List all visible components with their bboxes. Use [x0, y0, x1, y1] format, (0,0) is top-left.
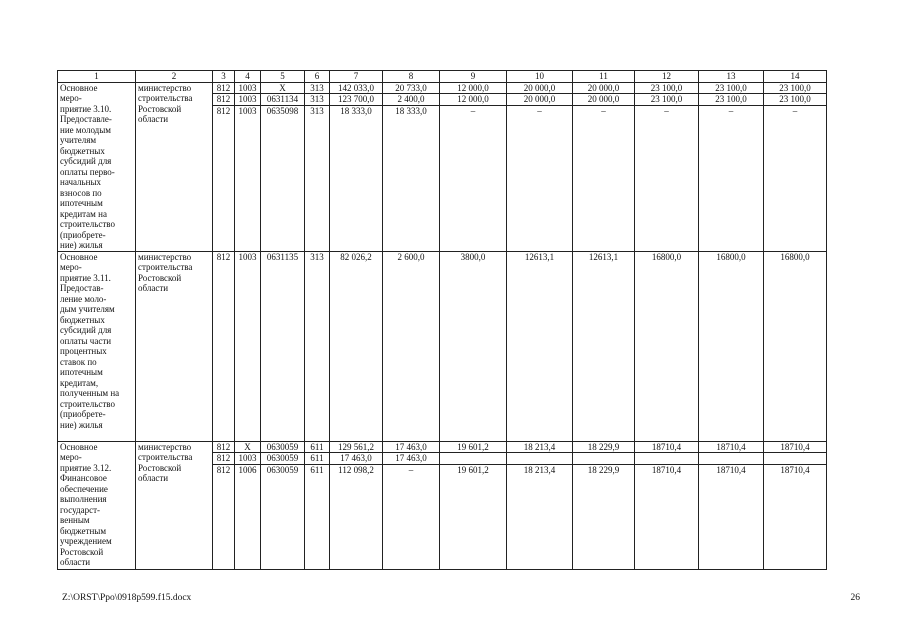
table-cell: 12613,1 — [507, 251, 573, 441]
table-cell: 12 000,0 — [440, 94, 507, 106]
activity-name-cell — [58, 251, 136, 441]
table-cell: 313 — [305, 251, 330, 441]
header-cell: 14 — [764, 71, 827, 83]
table-cell: 2 600,0 — [383, 251, 440, 441]
header-cell: 13 — [699, 71, 764, 83]
activity-name-line: Основное — [60, 82, 98, 93]
table-cell: 812 — [213, 82, 235, 94]
activity-name-line: начальных — [60, 177, 102, 187]
table-cell: – — [699, 105, 764, 251]
table-cell: 611 — [305, 441, 330, 453]
table-cell: 23 100,0 — [764, 94, 827, 106]
executor-line: министерство — [138, 441, 192, 452]
table-cell: 18 333,0 — [330, 105, 383, 251]
activity-name-line: венным — [60, 515, 90, 525]
activity-name-line: взносов по — [60, 187, 102, 198]
table-cell: – — [383, 464, 440, 569]
executor-line: строительства — [138, 262, 193, 272]
header-cell: 11 — [573, 71, 635, 83]
activity-name-line: ипотечным — [60, 198, 103, 208]
activity-name-line: Предоставле- — [60, 114, 112, 124]
executor-cell — [136, 82, 213, 251]
activity-name-line: Финансовое — [60, 473, 107, 483]
table-cell: 18 213,4 — [507, 464, 573, 569]
activity-name-line: ление моло- — [60, 293, 107, 304]
table-cell: 12613,1 — [573, 251, 635, 441]
table-cell: 812 — [213, 441, 235, 453]
table-cell: 812 — [213, 105, 235, 251]
table-cell: 0630059 — [261, 464, 305, 569]
table-cell: 313 — [305, 105, 330, 251]
table-cell — [440, 453, 507, 465]
activity-name-line: Предостав- — [60, 283, 104, 293]
table-cell: 16800,0 — [635, 251, 699, 441]
activity-name-line: кредитам, — [60, 377, 99, 388]
table-cell: 313 — [305, 94, 330, 106]
table-cell: 18 333,0 — [383, 105, 440, 251]
table-cell: 1003 — [235, 82, 261, 94]
program-table — [57, 70, 827, 570]
header-cell: 1 — [58, 71, 136, 83]
table-row — [58, 82, 827, 94]
activity-name-line: области — [60, 557, 91, 567]
table-cell: 18710,4 — [764, 441, 827, 453]
table-cell — [764, 453, 827, 465]
table-cell: 19 601,2 — [440, 464, 507, 569]
activity-name-line: государст- — [60, 504, 100, 515]
header-cell: 2 — [136, 71, 213, 83]
activity-name-line: бюджетным — [60, 525, 107, 536]
activity-name-line: строительство — [60, 219, 115, 229]
table-cell: 112 098,2 — [330, 464, 383, 569]
header-cell: 6 — [305, 71, 330, 83]
header-row — [58, 71, 827, 83]
activity-name-line: субсидий для — [60, 325, 112, 335]
table-cell: X — [261, 82, 305, 94]
header-cell: 5 — [261, 71, 305, 83]
table-cell: 18710,4 — [764, 464, 827, 569]
table-cell: 0635098 — [261, 105, 305, 251]
activity-name-line: приятие 3.12. — [60, 462, 112, 473]
table-cell: X — [235, 441, 261, 453]
table-cell: 18 229,9 — [573, 464, 635, 569]
table-cell: 2 400,0 — [383, 94, 440, 106]
activity-name-line: строительство — [60, 398, 115, 409]
activity-name-line: субсидий для — [60, 156, 112, 166]
table-cell: 20 000,0 — [573, 94, 635, 106]
table-cell: 23 100,0 — [635, 82, 699, 94]
table-cell: 1003 — [235, 453, 261, 465]
table-cell: 17 463,0 — [383, 453, 440, 465]
executor-line: министерство — [138, 251, 192, 262]
activity-name-cell — [58, 82, 136, 251]
table-cell: 0630059 — [261, 453, 305, 465]
table-cell: 1003 — [235, 105, 261, 251]
table-cell: 812 — [213, 251, 235, 441]
activity-name-line: бюджетных — [60, 314, 105, 325]
executor-line: области — [138, 473, 169, 483]
activity-name-line: ние) жилья — [60, 240, 103, 250]
table-cell: 20 733,0 — [383, 82, 440, 94]
table-cell: – — [635, 105, 699, 251]
activity-name-line: дым учителям — [60, 304, 115, 314]
footer-file-path: Z:\ORST\Ppo\0918p599.f15.docx — [62, 593, 192, 603]
header-cell: 3 — [213, 71, 235, 83]
executor-line: строительства — [138, 452, 193, 462]
activity-name-line: Основное — [60, 441, 98, 452]
header-cell: 12 — [635, 71, 699, 83]
table-cell: 812 — [213, 453, 235, 465]
activity-name-line: (приобрете- — [60, 229, 106, 240]
table-cell: 18710,4 — [699, 464, 764, 569]
activity-name-line: Ростовской — [60, 546, 104, 557]
table-cell — [573, 453, 635, 465]
executor-line: Ростовской — [138, 272, 182, 283]
table-cell — [635, 453, 699, 465]
table-cell: – — [764, 105, 827, 251]
table-cell: 18 213,4 — [507, 441, 573, 453]
table-cell: 20 000,0 — [507, 94, 573, 106]
activity-name-line: меро- — [60, 93, 82, 103]
table-cell: 123 700,0 — [330, 94, 383, 106]
table-cell: 17 463,0 — [330, 453, 383, 465]
activity-name-line: (приобрете- — [60, 409, 106, 419]
table-cell: 16800,0 — [764, 251, 827, 441]
header-cell: 10 — [507, 71, 573, 83]
table-cell: 812 — [213, 464, 235, 569]
activity-name-line: ние молодым — [60, 124, 112, 135]
executor-line: министерство — [138, 82, 192, 93]
executor-line: области — [138, 114, 169, 124]
page-number: 26 — [850, 593, 860, 603]
activity-name-line: приятие 3.11. — [60, 272, 111, 283]
table-cell — [699, 453, 764, 465]
table-cell: 129 561,2 — [330, 441, 383, 453]
activity-name-line: ипотечным — [60, 367, 103, 377]
table-cell: 16800,0 — [699, 251, 764, 441]
header-cell: 8 — [383, 71, 440, 83]
executor-line: строительства — [138, 93, 193, 103]
table-cell: 3800,0 — [440, 251, 507, 441]
activity-name-line: бюджетных — [60, 145, 105, 156]
table-cell: 20 000,0 — [573, 82, 635, 94]
table-cell: 1006 — [235, 464, 261, 569]
activity-name-line: учителям — [60, 135, 97, 145]
table-cell: 18 229,9 — [573, 441, 635, 453]
table-cell: 142 033,0 — [330, 82, 383, 94]
table-cell: 23 100,0 — [699, 82, 764, 94]
table-row — [58, 251, 827, 441]
table-cell: 23 100,0 — [764, 82, 827, 94]
activity-name-line: процентных — [60, 346, 107, 356]
table-cell: 1003 — [235, 94, 261, 106]
table-cell: – — [573, 105, 635, 251]
activity-name-cell — [58, 441, 136, 569]
table-cell: 1003 — [235, 251, 261, 441]
activity-name-line: меро- — [60, 452, 82, 462]
table-cell: 313 — [305, 82, 330, 94]
header-cell: 4 — [235, 71, 261, 83]
table-cell: 18710,4 — [635, 441, 699, 453]
activity-name-line: выполнения — [60, 494, 107, 504]
table-cell: 17 463,0 — [383, 441, 440, 453]
activity-name-line: ставок по — [60, 356, 97, 367]
activity-name-line: приятие 3.10. — [60, 103, 112, 114]
activity-name-line: оплаты части — [60, 335, 112, 346]
table-row — [58, 441, 827, 453]
table-cell: 812 — [213, 94, 235, 106]
table-cell: 82 026,2 — [330, 251, 383, 441]
activity-name-line: меро- — [60, 262, 82, 272]
executor-line: Ростовской — [138, 103, 182, 114]
executor-line: Ростовской — [138, 462, 182, 473]
activity-name-line: оплаты перво- — [60, 166, 115, 177]
table-cell: 23 100,0 — [699, 94, 764, 106]
table-body — [58, 71, 827, 570]
activity-name-line: учреждением — [60, 536, 112, 546]
table-cell: 18710,4 — [635, 464, 699, 569]
table-cell — [507, 453, 573, 465]
header-cell: 9 — [440, 71, 507, 83]
table-cell: 20 000,0 — [507, 82, 573, 94]
executor-line: области — [138, 283, 169, 293]
table-cell: 19 601,2 — [440, 441, 507, 453]
table-cell: 23 100,0 — [635, 94, 699, 106]
table-cell: 611 — [305, 453, 330, 465]
activity-name-line: кредитам на — [60, 208, 107, 219]
table-cell: 611 — [305, 464, 330, 569]
activity-name-line: ние) жилья — [60, 419, 103, 430]
activity-name-line: Основное — [60, 251, 98, 262]
activity-name-line: обеспечение — [60, 483, 108, 494]
table-cell: 0630059 — [261, 441, 305, 453]
table-cell: 12 000,0 — [440, 82, 507, 94]
activity-name-line: полученным на — [60, 388, 120, 398]
executor-cell — [136, 251, 213, 441]
table-cell: 18710,4 — [699, 441, 764, 453]
header-cell: 7 — [330, 71, 383, 83]
table-cell: 0631134 — [261, 94, 305, 106]
table-cell: 0631135 — [261, 251, 305, 441]
table-cell: – — [440, 105, 507, 251]
executor-cell — [136, 441, 213, 569]
table-cell: – — [507, 105, 573, 251]
